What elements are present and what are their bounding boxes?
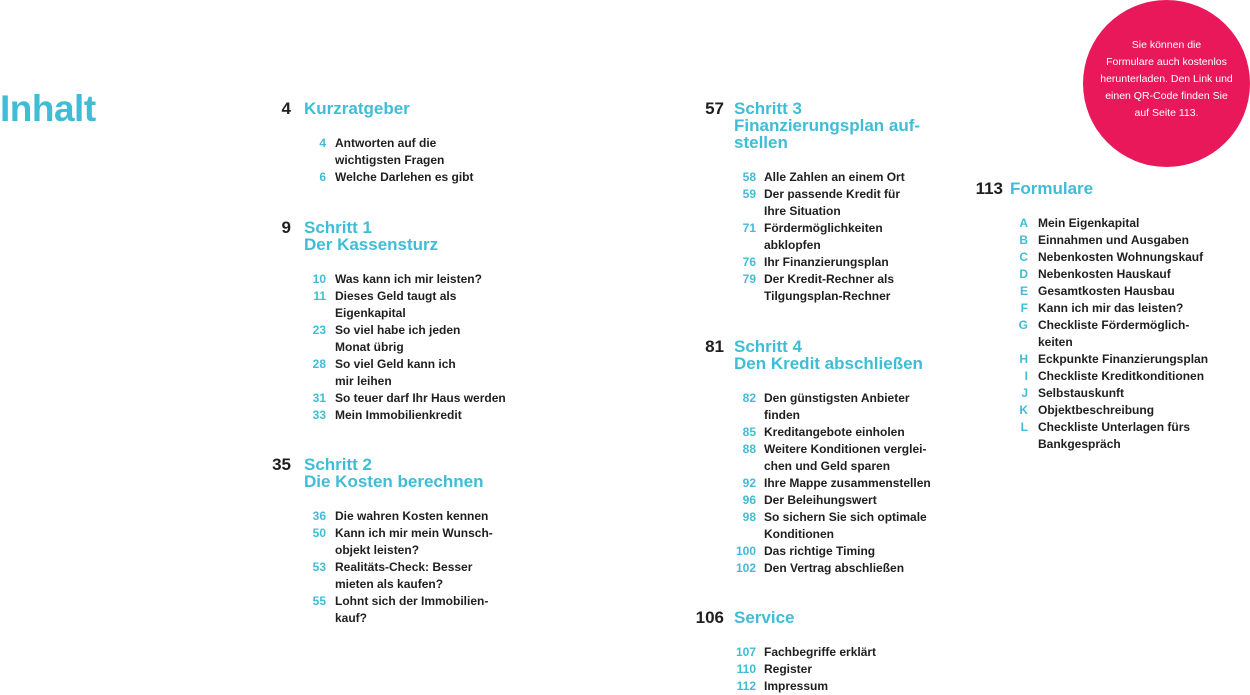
- entry-page-number: 36: [312, 509, 326, 523]
- entry-title-line: Mein Eigenkapital: [1038, 216, 1140, 230]
- section-page-number: 9: [281, 218, 291, 237]
- section-title-line: Schritt 1: [304, 218, 373, 237]
- entry-title: [1038, 232, 1189, 249]
- entry-title: [1038, 385, 1124, 402]
- entry-title: [764, 271, 894, 305]
- entry-title: [1038, 419, 1190, 453]
- entry-list: [678, 644, 876, 695]
- entry-title: [1038, 266, 1171, 283]
- section-page-number: 106: [695, 608, 724, 627]
- toc-entry: [678, 661, 876, 678]
- entry-title: [1038, 249, 1203, 266]
- badge-line: Formulare auch kostenlos: [1106, 56, 1227, 68]
- entry-title-line: Nebenkosten Hauskauf: [1038, 267, 1171, 281]
- entry-title: [335, 356, 456, 390]
- entry-title: [1038, 300, 1183, 317]
- toc-entry: [678, 509, 931, 543]
- toc-entry: [968, 351, 1208, 368]
- toc-entry: [678, 186, 920, 220]
- section-heading: [678, 99, 920, 151]
- entry-title-line: Checkliste Unterlagen fürs: [1038, 420, 1191, 434]
- entry-page-number: A: [1019, 216, 1028, 230]
- section-title-line: Den Kredit abschließen: [734, 354, 923, 373]
- toc-entry: [268, 593, 493, 627]
- entry-title: [764, 441, 926, 475]
- entry-title-line: wichtigsten Fragen: [335, 153, 445, 167]
- entry-page-number: 82: [742, 391, 756, 405]
- entry-page-number: F: [1020, 301, 1028, 315]
- entry-title-line: keiten: [1038, 335, 1073, 349]
- entry-title-line: So viel habe ich jeden: [335, 323, 461, 337]
- toc-entry: [968, 266, 1208, 283]
- entry-title-line: Einnahmen und Ausgaben: [1038, 233, 1189, 247]
- section-title-line: Schritt 4: [734, 337, 803, 356]
- entry-page-number: 112: [736, 679, 756, 693]
- entry-page-number: 11: [313, 289, 326, 303]
- toc-entry: [268, 288, 506, 322]
- toc-entry: [968, 283, 1208, 300]
- entry-title-line: Eigenkapital: [335, 306, 406, 320]
- badge-line: einen QR-Code finden Sie: [1105, 90, 1228, 102]
- section-title: [1010, 179, 1093, 197]
- entry-title: [764, 644, 876, 661]
- section-heading: [268, 218, 506, 253]
- toc-entry: [678, 678, 876, 695]
- section-page-number: 81: [705, 337, 724, 356]
- entry-page-number: 100: [735, 544, 756, 558]
- entry-list: [268, 135, 474, 186]
- entry-title-line: Impressum: [764, 679, 829, 693]
- toc-entry: [268, 169, 474, 186]
- entry-title: [1038, 402, 1154, 419]
- section-title-line: Schritt 2: [304, 455, 373, 474]
- entry-title-line: objekt leisten?: [335, 543, 420, 557]
- entry-title-line: Checkliste Fördermöglich-: [1038, 318, 1190, 332]
- toc-entry: [968, 385, 1208, 402]
- toc-entry: [678, 424, 931, 441]
- entry-title-line: Checkliste Kreditkonditionen: [1038, 369, 1205, 383]
- section-title-line: Kurzratgeber: [304, 99, 410, 118]
- entry-page-number: 10: [312, 272, 326, 286]
- entry-page-number: G: [1018, 318, 1028, 332]
- entry-title-line: Dieses Geld taugt als: [335, 289, 457, 303]
- entry-page-number: 28: [312, 357, 326, 371]
- entry-title: [335, 322, 460, 356]
- entry-title: [764, 254, 889, 271]
- toc-entry: [968, 317, 1208, 351]
- entry-page-number: 6: [319, 170, 326, 184]
- entry-page-number: E: [1019, 284, 1028, 298]
- toc-section: [268, 99, 474, 186]
- entry-title: [335, 407, 462, 424]
- toc-entry: [268, 407, 506, 424]
- entry-page-number: 23: [312, 323, 326, 337]
- toc-entry: [968, 300, 1208, 317]
- entry-title: [764, 424, 905, 441]
- toc-entry: [268, 271, 506, 288]
- section-heading: [678, 608, 876, 626]
- entry-title: [1038, 368, 1204, 385]
- entry-page-number: H: [1019, 352, 1028, 366]
- entry-title-line: Ihr Finanzierungsplan: [764, 255, 889, 269]
- entry-title: [335, 508, 488, 525]
- entry-list: [678, 390, 931, 577]
- entry-page-number: 96: [742, 493, 756, 507]
- entry-title: [1038, 317, 1189, 351]
- section-title: [304, 99, 410, 117]
- entry-page-number: 31: [312, 391, 326, 405]
- toc-entry: [268, 508, 493, 525]
- entry-title-line: Lohnt sich der Immobilien-: [335, 594, 489, 608]
- section-title-line: Die Kosten berechnen: [304, 472, 484, 491]
- entry-page-number: L: [1020, 420, 1028, 434]
- entry-title-line: Gesamtkosten Hausbau: [1038, 284, 1175, 298]
- entry-title: [1038, 283, 1175, 300]
- entry-title: [764, 475, 931, 492]
- entry-page-number: 92: [742, 476, 756, 490]
- entry-title-line: Objektbeschreibung: [1038, 403, 1155, 417]
- entry-title-line: Was kann ich mir leisten?: [335, 272, 482, 286]
- toc-entry: [968, 215, 1208, 232]
- section-title: [304, 455, 484, 490]
- entry-title: [335, 525, 493, 559]
- entry-page-number: K: [1019, 403, 1028, 417]
- entry-title: [335, 593, 488, 627]
- entry-title-line: Nebenkosten Wohnungskauf: [1038, 250, 1204, 264]
- toc-entry: [968, 402, 1208, 419]
- entry-title: [764, 186, 900, 220]
- entry-page-number: 76: [742, 255, 756, 269]
- section-title-line: Der Kassensturz: [304, 235, 439, 254]
- entry-title-line: Den Vertrag abschließen: [764, 561, 905, 575]
- toc-entry: [678, 560, 931, 577]
- entry-title-line: Der passende Kredit für: [764, 187, 901, 201]
- entry-title: [335, 559, 472, 593]
- toc-entry: [968, 249, 1208, 266]
- entry-title-line: Alle Zahlen an einem Ort: [764, 170, 905, 184]
- entry-title-line: So viel Geld kann ich: [335, 357, 456, 371]
- toc-entry: [678, 390, 931, 424]
- entry-page-number: 50: [312, 526, 326, 540]
- entry-page-number: 102: [735, 561, 756, 575]
- entry-title-line: chen und Geld sparen: [764, 459, 891, 473]
- entry-title-line: Eckpunkte Finanzierungsplan: [1038, 352, 1209, 366]
- section-heading: [268, 455, 493, 490]
- entry-title-line: Bankgespräch: [1038, 437, 1121, 451]
- entry-title-line: Antworten auf die: [335, 136, 437, 150]
- toc-entry: [678, 492, 931, 509]
- entry-title-line: Monat übrig: [335, 340, 404, 354]
- entry-title-line: Weitere Konditionen verglei-: [764, 442, 927, 456]
- entry-title-line: Register: [764, 662, 813, 676]
- entry-page-number: D: [1019, 267, 1028, 281]
- section-page-number: 57: [705, 99, 724, 118]
- entry-title-line: Den günstigsten Anbieter: [764, 391, 910, 405]
- toc-section: [678, 608, 876, 695]
- toc-entry: [678, 169, 920, 186]
- entry-page-number: C: [1019, 250, 1028, 264]
- entry-page-number: 85: [742, 425, 756, 439]
- entry-title-line: Ihre Situation: [764, 204, 841, 218]
- section-title-line: Service: [734, 608, 795, 627]
- entry-title-line: mieten als kaufen?: [335, 577, 444, 591]
- entry-title-line: So teuer darf Ihr Haus werden: [335, 391, 506, 405]
- toc-entry: [268, 356, 506, 390]
- entry-title: [764, 509, 927, 543]
- entry-title-line: Der Beleihungswert: [764, 493, 877, 507]
- toc-section: [678, 99, 920, 305]
- toc-entry: [678, 543, 931, 560]
- toc-entry: [678, 441, 931, 475]
- entry-page-number: 98: [742, 510, 756, 524]
- entry-title-line: Die wahren Kosten kennen: [335, 509, 489, 523]
- toc-entry: [268, 390, 506, 407]
- entry-title-line: Kann ich mir das leisten?: [1038, 301, 1184, 315]
- toc-entry: [678, 220, 920, 254]
- entry-title-line: Fördermöglichkeiten: [764, 221, 883, 235]
- toc-entry: [968, 232, 1208, 249]
- entry-title: [1038, 215, 1139, 232]
- entry-title: [335, 135, 444, 169]
- entry-page-number: 107: [735, 645, 756, 659]
- entry-title-line: Ihre Mappe zusammenstellen: [764, 476, 931, 490]
- section-title: [734, 99, 920, 151]
- toc-entry: [268, 525, 493, 559]
- entry-title-line: kauf?: [335, 611, 368, 625]
- toc-section: [268, 455, 493, 627]
- section-page-number: 113: [975, 179, 1003, 198]
- entry-page-number: 79: [742, 272, 756, 286]
- entry-title: [764, 169, 905, 186]
- section-title-line: Finanzierungsplan auf-: [734, 116, 921, 135]
- toc-entry: [678, 475, 931, 492]
- entry-title-line: So sichern Sie sich optimale: [764, 510, 927, 524]
- entry-title-line: finden: [764, 408, 800, 422]
- section-heading: [678, 337, 931, 372]
- entry-title-line: Realitäts-Check: Besser: [335, 560, 473, 574]
- entry-title: [764, 543, 875, 560]
- entry-page-number: 4: [319, 136, 326, 150]
- entry-title: [335, 271, 482, 288]
- entry-title-line: Tilgungsplan-Rechner: [764, 289, 891, 303]
- entry-title: [335, 390, 506, 407]
- section-heading: [268, 99, 474, 117]
- section-title-line: Schritt 3: [734, 99, 803, 118]
- entry-title-line: mir leihen: [335, 374, 392, 388]
- entry-list: [268, 271, 506, 424]
- entry-page-number: B: [1019, 233, 1028, 247]
- entry-title-line: Fachbegriffe erklärt: [764, 645, 877, 659]
- entry-page-number: 55: [312, 594, 326, 608]
- entry-title-line: Welche Darlehen es gibt: [335, 170, 474, 184]
- toc-section: [968, 179, 1208, 453]
- section-title: [304, 218, 438, 253]
- toc-entry: [968, 419, 1208, 453]
- entry-title-line: abklopfen: [764, 238, 821, 252]
- entry-list: [968, 215, 1208, 453]
- entry-page-number: I: [1024, 369, 1028, 383]
- section-title: [734, 608, 795, 626]
- entry-page-number: 71: [742, 221, 756, 235]
- toc-entry: [268, 322, 506, 356]
- page-title: Inhalt: [0, 88, 96, 129]
- toc-entry: [678, 254, 920, 271]
- toc-entry: [968, 368, 1208, 385]
- entry-title-line: Selbstauskunft: [1038, 386, 1125, 400]
- entry-title-line: Kreditangebote einholen: [764, 425, 905, 439]
- entry-page-number: 58: [742, 170, 756, 184]
- entry-title: [335, 169, 474, 186]
- entry-title: [764, 661, 812, 678]
- entry-title-line: Kann ich mir mein Wunsch-: [335, 526, 493, 540]
- entry-page-number: 53: [312, 560, 326, 574]
- entry-title-line: Konditionen: [764, 527, 834, 541]
- entry-list: [268, 508, 493, 627]
- entry-title: [764, 678, 828, 695]
- entry-title: [764, 492, 877, 509]
- entry-page-number: 88: [742, 442, 756, 456]
- section-heading: [968, 179, 1208, 197]
- section-page-number: 35: [272, 455, 291, 474]
- toc-entry: [268, 135, 474, 169]
- section-title-line: Formulare: [1010, 179, 1094, 198]
- section-title: [734, 337, 923, 372]
- badge-line: Sie können die: [1131, 39, 1202, 51]
- toc-entry: [678, 644, 876, 661]
- entry-title: [764, 220, 883, 254]
- badge-line: auf Seite 113.: [1134, 107, 1199, 119]
- entry-title-line: Mein Immobilienkredit: [335, 408, 462, 422]
- entry-page-number: J: [1021, 386, 1028, 400]
- entry-page-number: 59: [742, 187, 756, 201]
- toc-entry: [268, 559, 493, 593]
- entry-title-line: Das richtige Timing: [764, 544, 876, 558]
- entry-title: [764, 390, 910, 424]
- badge-line: herunterladen. Den Link und: [1100, 73, 1233, 85]
- entry-page-number: 110: [736, 662, 756, 676]
- entry-title: [335, 288, 456, 322]
- entry-title: [1038, 351, 1208, 368]
- toc-entry: [678, 271, 920, 305]
- toc-section: [678, 337, 931, 577]
- entry-title-line: Der Kredit-Rechner als: [764, 272, 895, 286]
- entry-list: [678, 169, 920, 305]
- entry-title: [764, 560, 904, 577]
- download-badge: [1083, 0, 1250, 167]
- entry-page-number: 33: [312, 408, 326, 422]
- toc-section: [268, 218, 506, 424]
- section-title-line: stellen: [734, 133, 788, 152]
- section-page-number: 4: [281, 99, 291, 118]
